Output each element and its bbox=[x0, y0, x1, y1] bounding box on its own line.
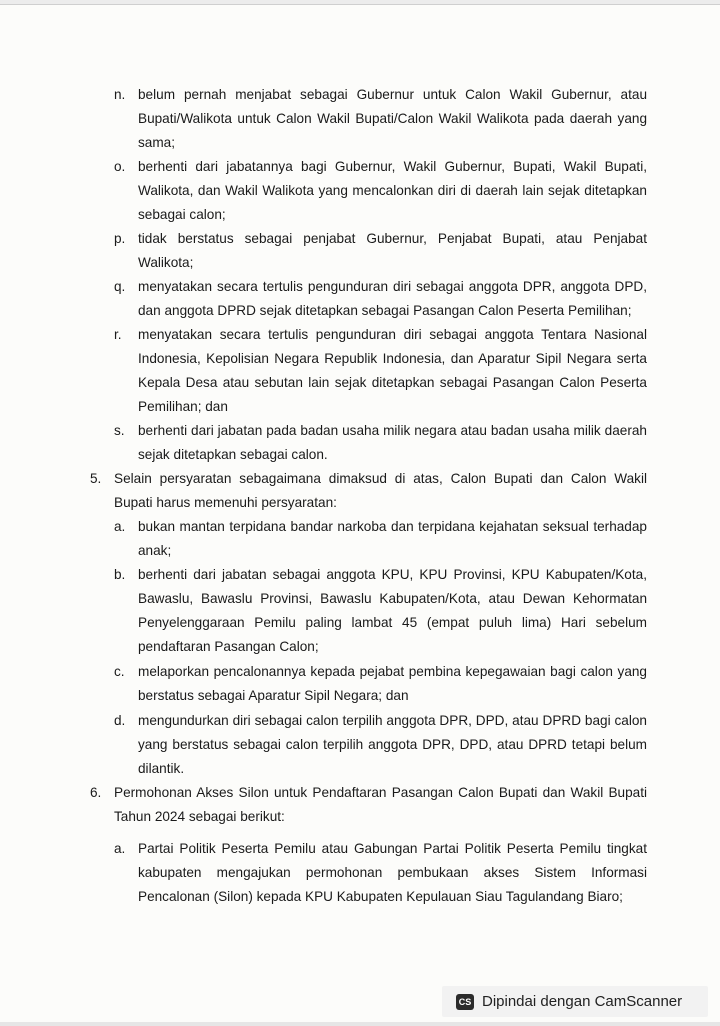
list-item-o bbox=[114, 155, 647, 227]
item-marker: n. bbox=[114, 87, 126, 102]
list-item-q bbox=[114, 275, 647, 323]
list-item-s bbox=[114, 419, 647, 467]
item-marker: q. bbox=[114, 279, 126, 294]
list-item-5a bbox=[114, 515, 647, 563]
item-marker: s. bbox=[114, 423, 125, 438]
item-text: belum pernah menjabat sebagai Gubernur untuk Calon Wakil Gubernur, atau Bupati/Walikota untuk Calon Wakil Bupati/Calon Wakil Walikota pada daerah yang sama; bbox=[138, 87, 647, 150]
list-item-5d bbox=[114, 709, 647, 781]
list-item-6 bbox=[90, 781, 647, 829]
item-marker: p. bbox=[114, 231, 126, 246]
item-text: Selain persyaratan sebagaimana dimaksud di atas, Calon Bupati dan Calon Wakil Bupati harus memenuhi persyaratan: bbox=[114, 471, 647, 510]
list-item-p bbox=[114, 227, 647, 275]
list-item-5c bbox=[114, 660, 647, 708]
item-marker: 5. bbox=[90, 471, 102, 486]
item-text: mengundurkan diri sebagai calon terpilih anggota DPR, DPD, atau DPRD bagi calon yang berstatus sebagai calon terpilih anggota DPR, DPD, atau DPRD tetapi belum dilantik. bbox=[138, 713, 647, 776]
item-marker: 6. bbox=[90, 785, 102, 800]
list-item-5b bbox=[114, 563, 647, 659]
item-text: menyatakan secara tertulis pengunduran diri sebagai anggota DPR, anggota DPD, dan anggota DPRD sejak ditetapkan sebagai Pasangan Calon Peserta Pemilihan; bbox=[138, 279, 647, 318]
bottom-edge bbox=[0, 1022, 720, 1026]
list-item-5 bbox=[90, 467, 647, 515]
item-text: menyatakan secara tertulis pengunduran diri sebagai anggota Tentara Nasional Indonesia, Kepolisian Negara Republik Indonesia, dan Aparatur Sipil Negara serta Kepala Desa atau sebutan lain sejak ditetapkan sebagai Pasangan Calon Peserta Pemilihan; dan bbox=[138, 327, 647, 414]
item-text: melaporkan pencalonannya kepada pejabat pembina kepegawaian bagi calon yang berstatus sebagai Aparatur Sipil Negara; dan bbox=[138, 664, 647, 703]
item-text: Permohonan Akses Silon untuk Pendaftaran Pasangan Calon Bupati dan Wakil Bupati Tahun 2024 sebagai berikut: bbox=[114, 785, 647, 824]
item-text: berhenti dari jabatan sebagai anggota KPU, KPU Provinsi, KPU Kabupaten/Kota, Bawaslu, Bawaslu Provinsi, Bawaslu Kabupaten/Kota, atau Dewan Kehormatan Penyelenggaraan Pemilu paling lambat 45 (empat puluh lima) Hari sebelum pendaftaran Pasangan Calon; bbox=[138, 567, 647, 654]
item-text: berhenti dari jabatan pada badan usaha milik negara atau badan usaha milik daerah sejak ditetapkan sebagai calon. bbox=[138, 423, 647, 462]
item-text: Partai Politik Peserta Pemilu atau Gabungan Partai Politik Peserta Pemilu tingkat kabupaten mengajukan permohonan pembukaan akses Sistem Informasi Pencalonan (Silon) kepada KPU Kabupaten Kepulauan Siau Tagulandang Biaro; bbox=[138, 841, 647, 904]
item-text: tidak berstatus sebagai penjabat Gubernur, Penjabat Bupati, atau Penjabat Walikota; bbox=[138, 231, 647, 270]
watermark-text: Dipindai dengan CamScanner bbox=[482, 993, 683, 1010]
item-text: berhenti dari jabatannya bagi Gubernur, Wakil Gubernur, Bupati, Wakil Bupati, Walikota, dan Wakil Walikota yang mencalonkan diri di daerah lain sejak ditetapkan sebagai calon; bbox=[138, 159, 647, 222]
item-marker: b. bbox=[114, 567, 126, 582]
item-marker: a. bbox=[114, 841, 126, 856]
camscanner-logo-icon: CS bbox=[456, 994, 474, 1010]
list-item-n bbox=[114, 83, 647, 155]
item-marker: o. bbox=[114, 159, 126, 174]
item-marker: a. bbox=[114, 519, 126, 534]
item-marker: r. bbox=[114, 327, 122, 342]
document-page bbox=[0, 4, 720, 1023]
list-item-r bbox=[114, 323, 647, 419]
item-marker: c. bbox=[114, 664, 125, 679]
item-marker: d. bbox=[114, 713, 126, 728]
list-item-6a bbox=[114, 837, 647, 909]
item-text: bukan mantan terpidana bandar narkoba dan terpidana kejahatan seksual terhadap anak; bbox=[138, 519, 647, 558]
camscanner-watermark bbox=[442, 986, 708, 1017]
